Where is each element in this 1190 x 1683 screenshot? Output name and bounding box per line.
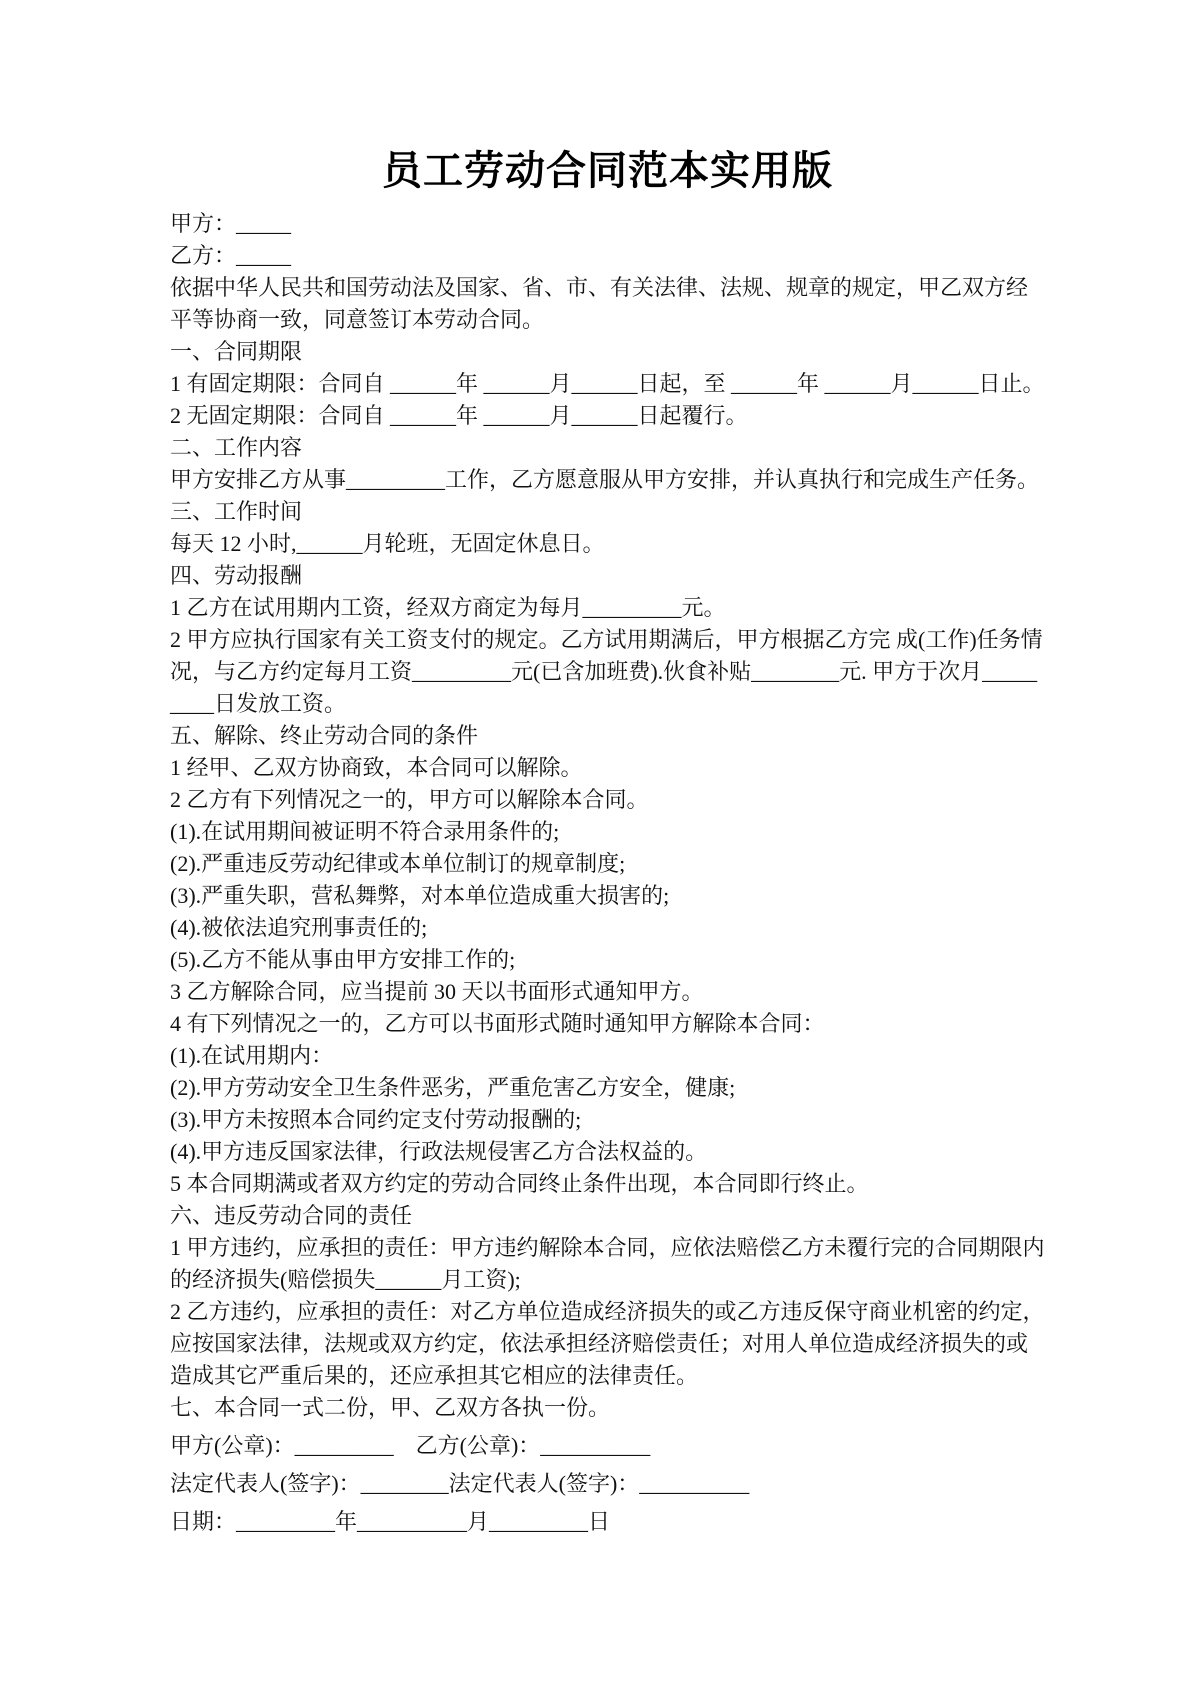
paragraph-work-content: 甲方安排乙方从事_________工作，乙方愿意服从甲方安排，并认真执行和完成生产任务。: [170, 467, 1040, 492]
signature-date-line: 日期：_________年__________月_________日: [170, 1509, 611, 1534]
paragraph-employee-termination-item-1: (1).在试用期内：: [170, 1043, 334, 1068]
paragraph-employee-termination: 4 有下列情况之一的，乙方可以书面形式随时通知甲方解除本合同：: [170, 1011, 825, 1036]
paragraph-mutual-termination: 1 经甲、乙双方协商致，本合同可以解除。: [170, 755, 583, 780]
paragraph-preamble: 依据中华人民共和国劳动法及国家、省、市、有关法律、法规、规章的规定，甲乙双方经平等协商一致，同意签订本劳动合同。: [170, 275, 1029, 332]
paragraph-employee-termination-item-4: (4).甲方违反国家法律，行政法规侵害乙方合法权益的。: [170, 1139, 708, 1164]
paragraph-employer-termination: 2 乙方有下列情况之一的，甲方可以解除本合同。: [170, 787, 649, 812]
paragraph-probation-wage: 1 乙方在试用期内工资，经双方商定为每月_________元。: [170, 595, 726, 620]
section-heading-6-breach-liability: 六、违反劳动合同的责任: [170, 1203, 413, 1228]
section-heading-3-work-hours: 三、工作时间: [170, 499, 303, 524]
paragraph-employee-termination-item-3: (3).甲方未按照本合同约定支付劳动报酬的;: [170, 1107, 582, 1132]
paragraph-employee-termination-item-2: (2).甲方劳动安全卫生条件恶劣，严重危害乙方安全，健康;: [170, 1075, 736, 1100]
paragraph-employer-termination-item-1: (1).在试用期间被证明不符合录用条件的;: [170, 819, 560, 844]
paragraph-employer-termination-item-3: (3).严重失职，营私舞弊，对本单位造成重大损害的;: [170, 883, 670, 908]
paragraph-employee-notice: 3 乙方解除合同，应当提前 30 天以书面形式通知甲方。: [170, 979, 704, 1004]
paragraph-party-b: 乙方：_____: [170, 243, 292, 268]
signature-seal-line: 甲方(公章)：_________ 乙方(公章)：__________: [170, 1433, 651, 1458]
paragraph-party-a: 甲方：_____: [170, 211, 292, 236]
section-heading-2-work-content: 二、工作内容: [170, 435, 303, 460]
section-heading-7-copies: 七、本合同一式二份，甲、乙双方各执一份。: [170, 1395, 611, 1420]
paragraph-fixed-term: 1 有固定期限：合同自 ______年 ______月______日起，至 ______年 ______月______日止。: [170, 371, 1045, 396]
paragraph-employee-breach: 2 乙方违约，应承担的责任：对乙方单位造成经济损失的或乙方违反保守商业机密的约定，应按国家法律，法规或双方约定，依法承担经济赔偿责任；对用人单位造成经济损失的或造成其它严重后果的，还应承担其它相应的法律责任。: [170, 1299, 1045, 1388]
paragraph-employer-termination-item-4: (4).被依法追究刑事责任的;: [170, 915, 428, 940]
paragraph-employer-termination-item-5: (5).乙方不能从事由甲方安排工作的;: [170, 947, 516, 972]
document-body: [170, 146, 1045, 1538]
section-heading-4-compensation: 四、劳动报酬: [170, 563, 303, 588]
paragraph-open-term: 2 无固定期限：合同自 ______年 ______月______日起覆行。: [170, 403, 748, 428]
section-heading-5-termination: 五、解除、终止劳动合同的条件: [170, 723, 479, 748]
document-title: 员工劳动合同范本实用版: [382, 148, 833, 193]
paragraph-wage-payment: 2 甲方应执行国家有关工资支付的规定。乙方试用期满后，甲方根据乙方完 成(工作)任务情况，与乙方约定每月工资_________元(已含加班费).伙食补贴________元. 甲方于次月_________日发放工资。: [170, 627, 1043, 716]
signature-representative-line: 法定代表人(签字)：________法定代表人(签字)：__________: [170, 1471, 750, 1496]
paragraph-employer-termination-item-2: (2).严重违反劳动纪律或本单位制订的规章制度;: [170, 851, 626, 876]
paragraph-contract-expiry: 5 本合同期满或者双方约定的劳动合同终止条件出现，本合同即行终止。: [170, 1171, 869, 1196]
section-heading-1-contract-term: 一、合同期限: [170, 339, 303, 364]
paragraph-work-hours: 每天 12 小时,______月轮班，无固定休息日。: [170, 531, 605, 556]
paragraph-employer-breach: 1 甲方违约，应承担的责任：甲方违约解除本合同，应依法赔偿乙方未覆行完的合同期限内的经济损失(赔偿损失______月工资);: [170, 1235, 1045, 1292]
